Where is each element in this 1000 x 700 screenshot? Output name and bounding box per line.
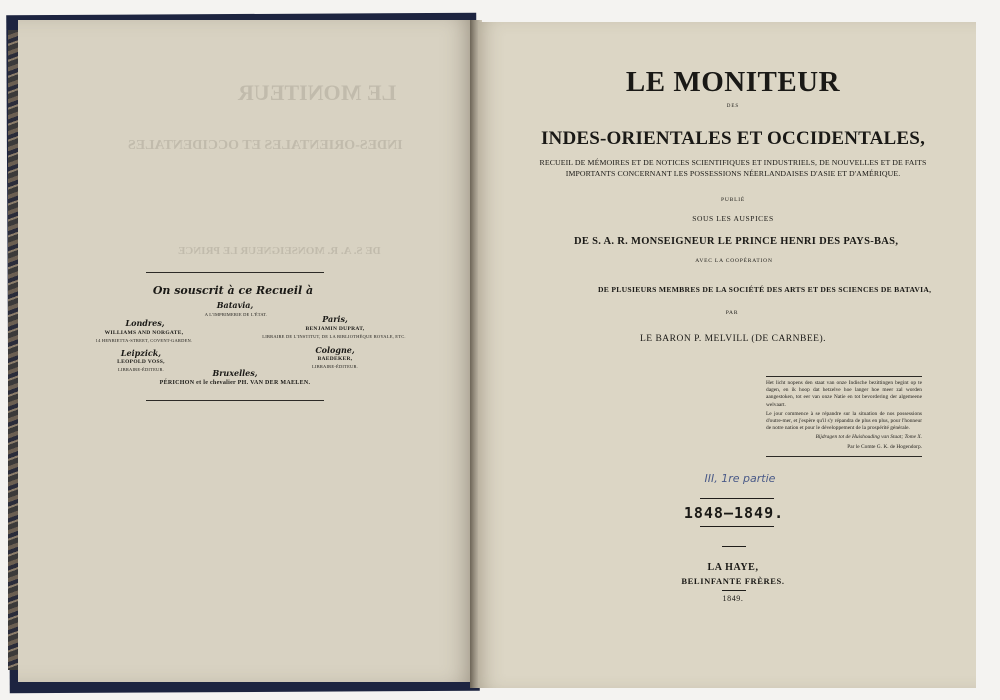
subtitle: INDES-ORIENTALES ET OCCIDENTALES, <box>540 128 926 149</box>
epigraph-author: Par le Comte G. K. de Hogendorp. <box>847 443 922 450</box>
epigraph-dutch: Het licht nopens den staat van onze Indische bezittingen begint op te dagen, en ik hoop dat hetzelve hoe langer hoe meer zal worden aangestoken, tot eer van onze Natie en tot bevordering der algemeene welvaart. <box>766 380 922 408</box>
prince-line: DE S. A. R. MONSEIGNEUR LE PRINCE HENRI DES PAYS-BAS, <box>574 236 899 247</box>
publisher-bruxelles: PÉRICHON et le chevalier PH. VAN DER MAELEN. <box>159 380 311 386</box>
address-leipzick: LIBRAIRE-ÉDITEUR. <box>117 367 165 372</box>
publisher-leipzick: LEOPOLD VOSS, <box>117 359 165 365</box>
city-batavia: Batavia, <box>216 300 254 310</box>
title-connector: DES <box>726 104 740 109</box>
ornament-rule <box>700 526 774 527</box>
par-label: PAR <box>725 310 739 316</box>
description-line-1: RECUEIL DE MÉMOIRES ET DE NOTICES SCIENTIFIQUES ET INDUSTRIELS, DE NOUVELLES ET DE FAITS <box>539 158 927 167</box>
publisher-londres: WILLIAMS AND NORGATE, <box>104 330 184 336</box>
bottom-rule <box>146 400 324 401</box>
printer: BELINFANTE FRÈRES. <box>681 576 785 586</box>
description-line-2: IMPORTANTS CONCERNANT LES POSSESSIONS NÉERLANDAISES D'ASIE ET D'AMÉRIQUE. <box>565 169 901 178</box>
epigraph <box>766 376 922 457</box>
publisher-paris: BENJAMIN DUPRAT, <box>305 326 365 332</box>
publication-city: LA HAYE, <box>707 562 759 573</box>
handwritten-note: III, 1re partie <box>704 472 776 485</box>
address-paris: LIBRAIRE DE L'INSTITUT, DE LA BIBLIOTHÈQUE ROYALE, ETC. <box>262 334 406 339</box>
show-through-text: DE S. A. R. MONSEIGNEUR LE PRINCE <box>178 245 381 257</box>
right-page <box>478 22 976 688</box>
epigraph-french: Le jour commence à se répandre sur la situation de nos possessions d'outre-mer, et j'espère qu'il s'y répandra de plus en plus, pour l'honneur de notre nation et pour le développement de la prospérité générale. <box>766 410 922 432</box>
auspices-label: SOUS LES AUSPICES <box>692 214 774 223</box>
city-leipzick: Leipzick, <box>120 348 162 358</box>
title: LE MONITEUR <box>625 66 841 98</box>
publie-label: PUBLIÉ <box>720 197 746 203</box>
address-cologne: LIBRAIRE-ÉDITEUR. <box>311 364 359 369</box>
left-page <box>18 20 474 682</box>
short-rule <box>722 590 746 591</box>
epigraph-source: Bijdragen tot de Huishouding van Staat; Tome X. <box>815 434 922 441</box>
subscribe-title: On souscrit à ce Recueil à <box>152 284 314 297</box>
top-rule <box>146 272 324 273</box>
publisher-cologne: BAEDEKER, <box>317 356 353 362</box>
short-rule <box>722 546 746 547</box>
show-through-text: LE MONITEUR <box>238 80 397 105</box>
publisher-batavia: A L'IMPRIMERIE DE L'ÉTAT. <box>204 312 268 317</box>
ornament-rule <box>700 498 774 499</box>
societe-line: DE PLUSIEURS MEMBRES DE LA SOCIÉTÉ DES ARTS ET DES SCIENCES DE BATAVIA, <box>598 285 932 294</box>
city-paris: Paris, <box>322 314 348 324</box>
years: 1848–1849. <box>683 504 785 522</box>
city-bruxelles: Bruxelles, <box>212 368 258 378</box>
city-cologne: Cologne, <box>315 345 355 355</box>
address-londres: 14 HENRIETTA-STREET, COVENT-GARDEN. <box>95 338 193 343</box>
publication-year: 1849. <box>722 594 744 603</box>
cooperation-label: AVEC LA COOPÉRATION <box>695 258 773 264</box>
author: LE BARON P. MELVILL (DE CARNBEE). <box>639 334 826 344</box>
city-londres: Londres, <box>125 318 165 328</box>
show-through-text: INDES-ORIENTALES ET OCCIDENTALES <box>128 138 403 153</box>
